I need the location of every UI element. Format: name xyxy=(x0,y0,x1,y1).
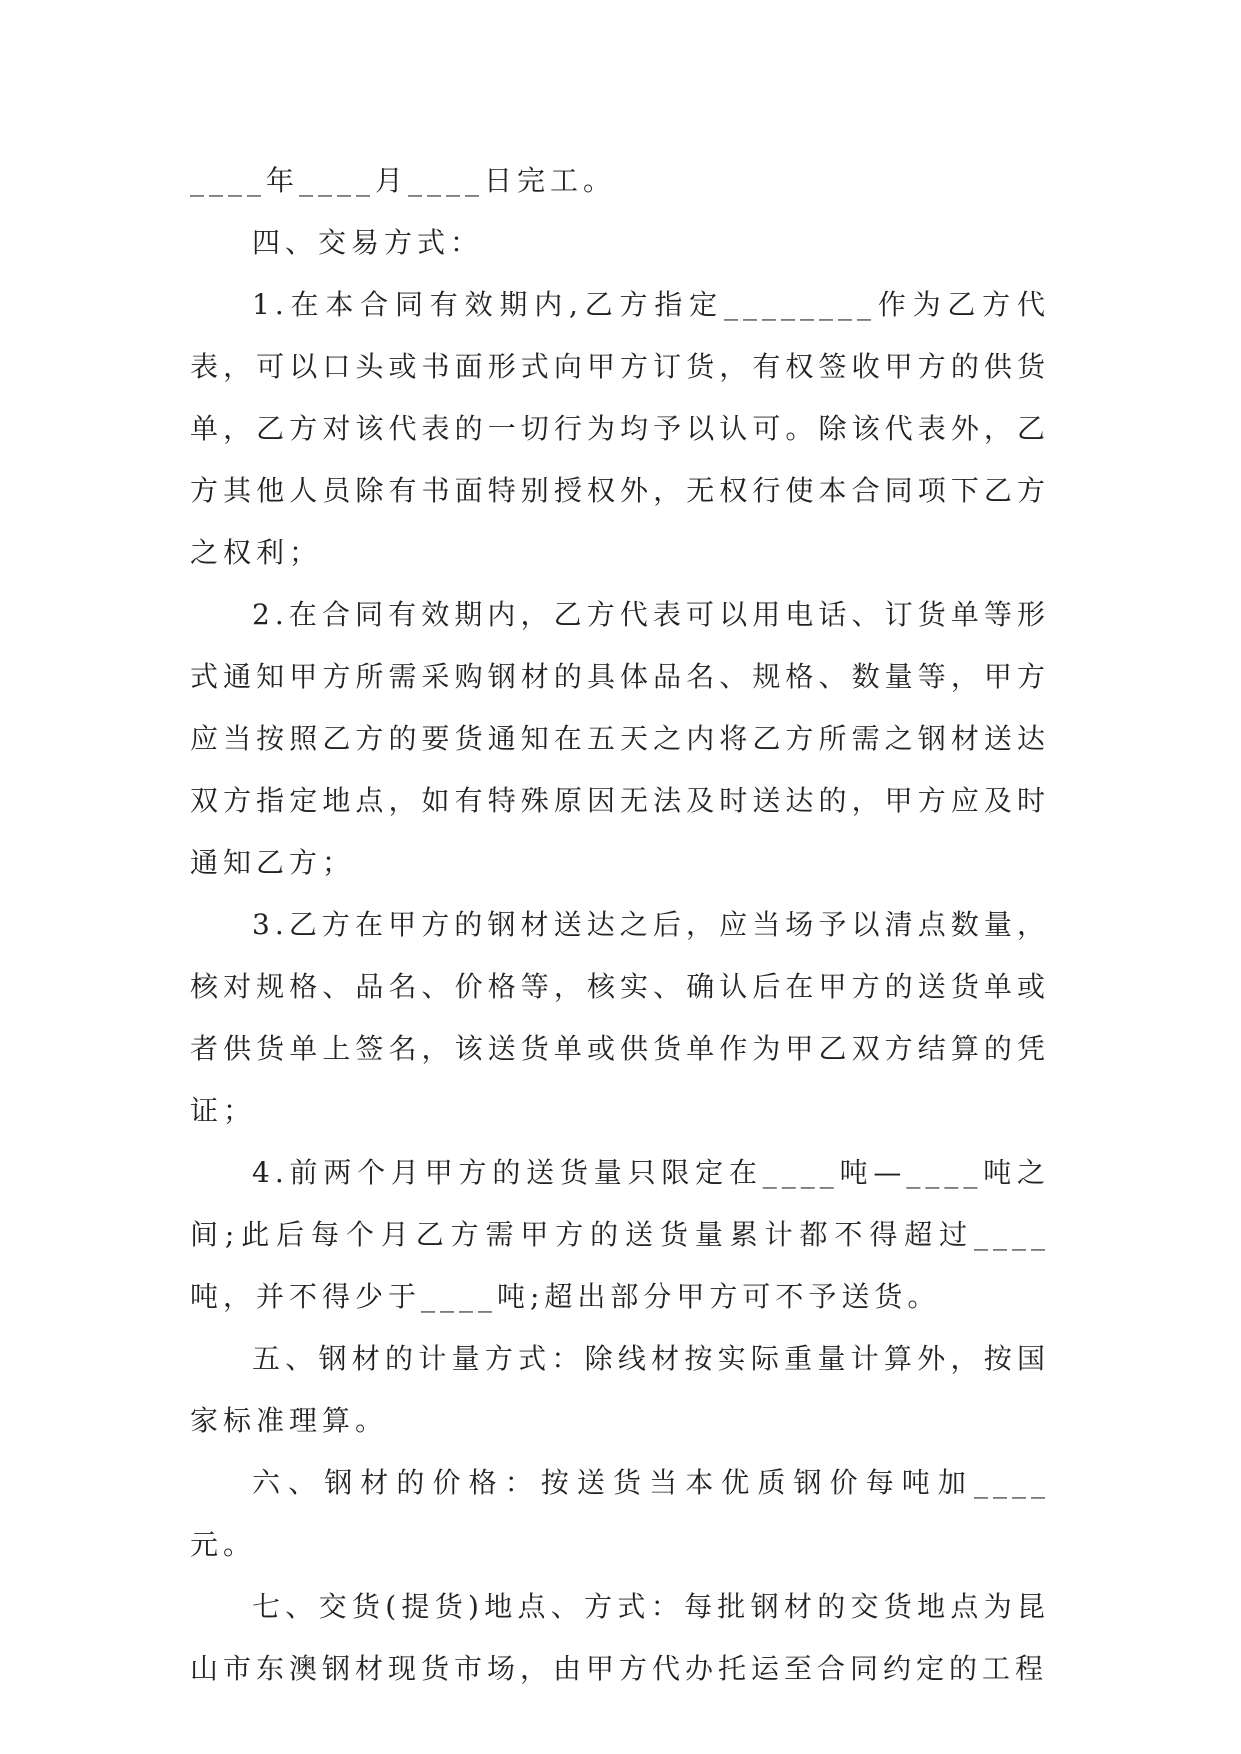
clause-4-quantity: 4.前两个月甲方的送货量只限定在____吨—____吨之间;此后每个月乙方需甲方的送货量累计都不得超过____吨，并不得少于____吨;超出部分甲方可不予送货。 xyxy=(190,1156,1050,1313)
clause-3-acceptance: 3.乙方在甲方的钢材送达之后，应当场予以清点数量，核对规格、品名、价格等，核实、确认后在甲方的送货单或者供货单上签名，该送货单或供货单作为甲乙双方结算的凭证； xyxy=(190,908,1050,1127)
section-price: 六、钢材的价格：按送货当本优质钢价每吨加____元。 xyxy=(190,1466,1050,1561)
completion-date-line: ____年____月____日完工。 xyxy=(190,164,617,197)
contract-body xyxy=(190,150,1050,1700)
section-measurement-method: 五、钢材的计量方式：除线材按实际重量计算外，按国家标准理算。 xyxy=(190,1342,1050,1437)
clause-2-ordering: 2.在合同有效期内，乙方代表可以用电话、订货单等形式通知甲方所需采购钢材的具体品名、规格、数量等，甲方应当按照乙方的要货通知在五天之内将乙方所需之钢材送达双方指定地点，如有特殊原因无法及时送达的，甲方应及时通知乙方； xyxy=(190,598,1050,879)
section-heading-transaction-method: 四、交易方式： xyxy=(252,226,484,259)
clause-1-representative: 1.在本合同有效期内,乙方指定________作为乙方代表，可以口头或书面形式向甲方订货，有权签收甲方的供货单，乙方对该代表的一切行为均予以认可。除该代表外，乙方其他人员除有书面特别授权外，无权行使本合同项下乙方之权利； xyxy=(190,288,1050,569)
section-delivery-location: 七、交货(提货)地点、方式：每批钢材的交货地点为昆山市东澳钢材现货市场，由甲方代办托运至合同约定的工程 xyxy=(190,1590,1050,1685)
